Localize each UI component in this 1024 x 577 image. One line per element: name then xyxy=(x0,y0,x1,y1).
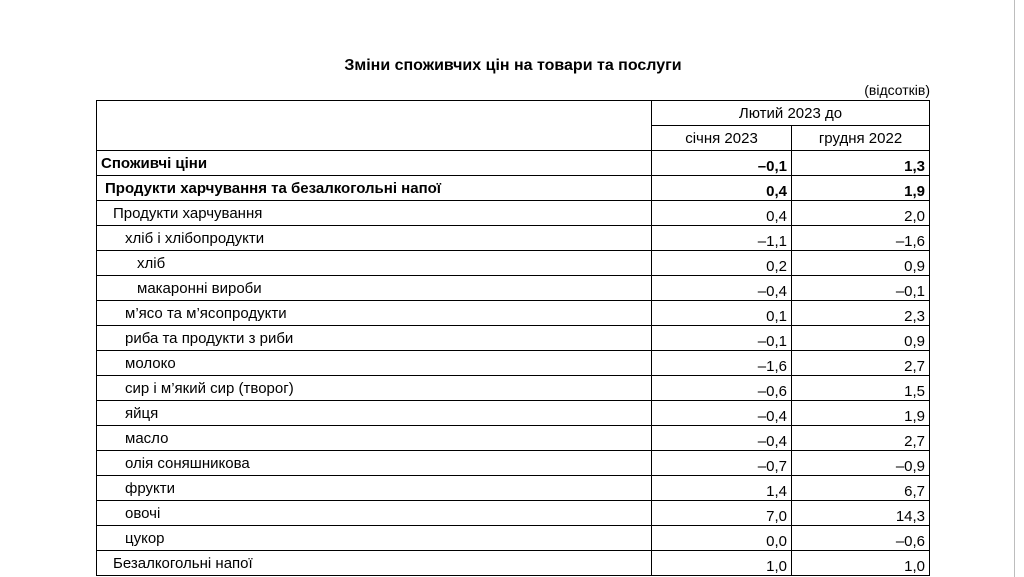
row-value-jan: 0,2 xyxy=(652,251,792,276)
row-value-jan: –0,1 xyxy=(652,326,792,351)
row-label: олія соняшникова xyxy=(97,451,652,476)
row-value-dec: 2,7 xyxy=(792,426,930,451)
row-value-dec: 1,0 xyxy=(792,551,930,576)
row-label: овочі xyxy=(97,501,652,526)
row-label: хліб xyxy=(97,251,652,276)
row-value-jan: –1,1 xyxy=(652,226,792,251)
table-row xyxy=(97,176,930,201)
row-value-jan: 0,0 xyxy=(652,526,792,551)
table-row xyxy=(97,476,930,501)
row-value-jan: –1,6 xyxy=(652,351,792,376)
row-label: Продукти харчування xyxy=(97,201,652,226)
row-value-dec: 1,5 xyxy=(792,376,930,401)
row-value-jan: –0,4 xyxy=(652,276,792,301)
table-row xyxy=(97,326,930,351)
row-value-jan: –0,7 xyxy=(652,451,792,476)
row-value-dec: –0,9 xyxy=(792,451,930,476)
row-value-dec: 2,7 xyxy=(792,351,930,376)
row-label: Споживчі ціни xyxy=(97,151,652,176)
row-label: цукор xyxy=(97,526,652,551)
row-label: Безалкогольні напої xyxy=(97,551,652,576)
row-value-jan: 1,0 xyxy=(652,551,792,576)
row-label: масло xyxy=(97,426,652,451)
table-row xyxy=(97,151,930,176)
row-label: хліб і хлібопродукти xyxy=(97,226,652,251)
row-value-jan: 0,4 xyxy=(652,176,792,201)
row-value-jan: –0,4 xyxy=(652,401,792,426)
table-row xyxy=(97,501,930,526)
table-row xyxy=(97,276,930,301)
row-value-jan: 1,4 xyxy=(652,476,792,501)
row-value-dec: –1,6 xyxy=(792,226,930,251)
row-value-dec: 1,3 xyxy=(792,151,930,176)
row-value-jan: –0,1 xyxy=(652,151,792,176)
row-value-dec: 0,9 xyxy=(792,251,930,276)
table-row xyxy=(97,251,930,276)
row-label: Продукти харчування та безалкогольні напої xyxy=(97,176,652,201)
row-value-jan: 7,0 xyxy=(652,501,792,526)
page-edge-line xyxy=(1014,0,1015,577)
row-label: яйця xyxy=(97,401,652,426)
row-value-jan: 0,4 xyxy=(652,201,792,226)
table-row xyxy=(97,351,930,376)
header-col-jan: січня 2023 xyxy=(652,126,792,151)
header-row-period xyxy=(97,101,930,126)
table-row xyxy=(97,451,930,476)
row-value-dec: 14,3 xyxy=(792,501,930,526)
header-col-dec: грудня 2022 xyxy=(792,126,930,151)
row-value-dec: 6,7 xyxy=(792,476,930,501)
row-value-jan: –0,6 xyxy=(652,376,792,401)
table-row xyxy=(97,226,930,251)
row-value-dec: 2,0 xyxy=(792,201,930,226)
row-value-jan: –0,4 xyxy=(652,426,792,451)
header-period: Лютий 2023 до xyxy=(652,101,930,126)
row-value-dec: 2,3 xyxy=(792,301,930,326)
row-value-dec: 1,9 xyxy=(792,176,930,201)
row-label: сир і м’який сир (творог) xyxy=(97,376,652,401)
row-label: макаронні вироби xyxy=(97,276,652,301)
table-row xyxy=(97,526,930,551)
row-value-dec: 0,9 xyxy=(792,326,930,351)
cpi-table xyxy=(96,100,930,576)
row-label: риба та продукти з риби xyxy=(97,326,652,351)
table-row xyxy=(97,401,930,426)
row-value-dec: –0,1 xyxy=(792,276,930,301)
row-label: фрукти xyxy=(97,476,652,501)
row-value-dec: –0,6 xyxy=(792,526,930,551)
table-row xyxy=(97,426,930,451)
row-value-dec: 1,9 xyxy=(792,401,930,426)
table-row xyxy=(97,376,930,401)
header-blank-cell xyxy=(97,101,652,151)
row-value-jan: 0,1 xyxy=(652,301,792,326)
table-row xyxy=(97,551,930,576)
units-note: (відсотків) xyxy=(864,82,930,98)
row-label: м’ясо та м’ясопродукти xyxy=(97,301,652,326)
row-label: молоко xyxy=(97,351,652,376)
page-title: Зміни споживчих цін на товари та послуги xyxy=(344,57,682,74)
table-row xyxy=(97,201,930,226)
table-row xyxy=(97,301,930,326)
